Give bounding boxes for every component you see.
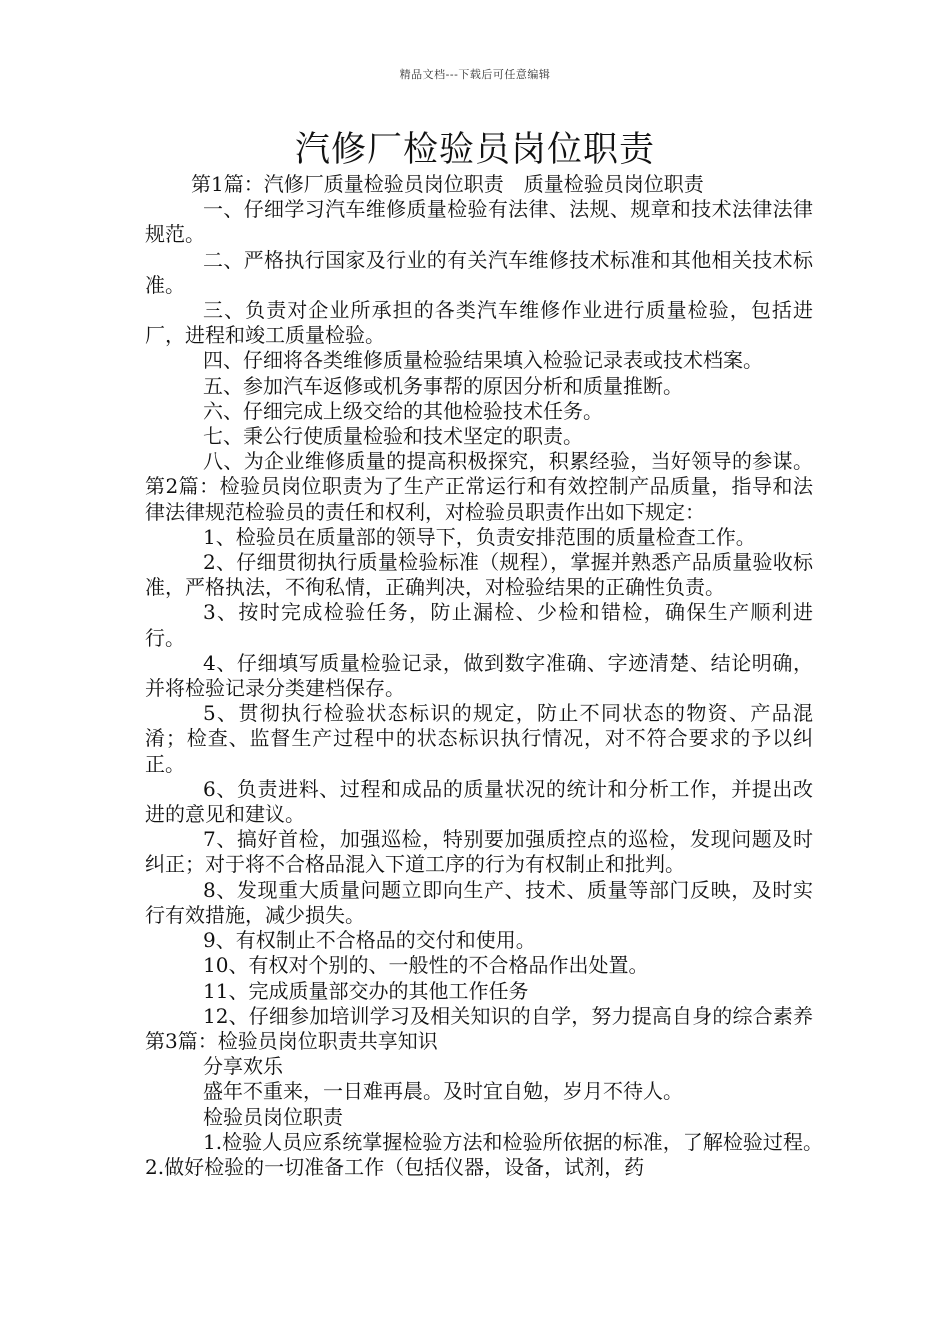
paragraph: 七、秉公行使质量检验和技术坚定的职责。 <box>203 424 583 449</box>
paragraph: 10、有权对个别的、一般性的不合格品作出处置。 <box>203 953 649 978</box>
paragraph: 7、搞好首检，加强巡检，特别要加强质控点的巡检，发现问题及时纠正；对于将不合格品混入下道工序的行为有权制止和批判。 <box>145 827 813 877</box>
paragraph: 二、严格执行国家及行业的有关汽车维修技术标准和其他相关技术标准。 <box>145 247 813 297</box>
paragraph: 五、参加汽车返修或机务事帮的原因分析和质量推断。 <box>203 373 683 398</box>
paragraph: 1.检验人员应系统掌握检验方法和检验所依据的标准，了解检验过程。 2.做好检验的一切准备工作（包括仪器，设备，试剂，药 <box>145 1129 833 1179</box>
paragraph: 3、按时完成检验任务，防止漏检、少检和错检，确保生产顺利进行。 <box>145 600 813 650</box>
paragraph: 四、仔细将各类维修质量检验结果填入检验记录表或技术档案。 <box>203 348 763 373</box>
paragraph: 分享欢乐 <box>203 1054 283 1079</box>
paragraph: 盛年不重来，一日难再晨。及时宜自勉，岁月不待人。 <box>203 1079 683 1104</box>
paragraph: 11、完成质量部交办的其他工作任务 <box>203 978 529 1003</box>
document-body <box>145 172 833 1180</box>
document-title: 汽修厂检验员岗位职责 <box>294 130 655 170</box>
paragraph: 八、为企业维修质量的提高积极探究，积累经验，当好领导的参谋。第2篇：检验员岗位职责为了生产正常运行和有效控制产品质量，指导和法律法律规范检验员的责任和权利，对检验员职责作出如下规定： <box>145 449 813 524</box>
paragraph: 六、仔细完成上级交给的其他检验技术任务。 <box>203 398 603 423</box>
paragraph: 2、仔细贯彻执行质量检验标准（规程），掌握并熟悉产品质量验收标准，严格执法，不徇私情，正确判决，对检验结果的正确性负责。 <box>145 550 813 600</box>
paragraph: 6、负责进料、过程和成品的质量状况的统计和分析工作，并提出改进的意见和建议。 <box>145 776 813 827</box>
paragraph: 第1篇：汽修厂质量检验员岗位职责 质量检验员岗位职责 <box>191 172 704 196</box>
paragraph: 一、仔细学习汽车维修质量检验有法律、法规、规章和技术法律法律规范。 <box>145 197 813 247</box>
paragraph: 9、有权制止不合格品的交付和使用。 <box>203 928 536 953</box>
header-note: 精品文档---下载后可任意编辑 <box>399 68 551 81</box>
paragraph: 三、负责对企业所承担的各类汽车维修作业进行质量检验，包括进厂，进程和竣工质量检验。 <box>145 298 813 348</box>
paragraph: 检验员岗位职责 <box>203 1104 343 1129</box>
paragraph: 4、仔细填写质量检验记录，做到数字准确、字迹清楚、结论明确，并将检验记录分类建档保存。 <box>145 650 813 701</box>
paragraph: 12、仔细参加培训学习及相关知识的自学，努力提高自身的综合素养第3篇：检验员岗位职责共享知识 <box>145 1003 813 1053</box>
paragraph: 8、发现重大质量问题立即向生产、技术、质量等部门反映，及时实行有效措施，减少损失。 <box>145 877 813 927</box>
paragraph: 1、检验员在质量部的领导下，负责安排范围的质量检查工作。 <box>203 524 756 549</box>
paragraph: 5、贯彻执行检验状态标识的规定，防止不同状态的物资、产品混淆；检查、监督生产过程中的状态标识执行情况，对不符合要求的予以纠正。 <box>145 701 813 776</box>
